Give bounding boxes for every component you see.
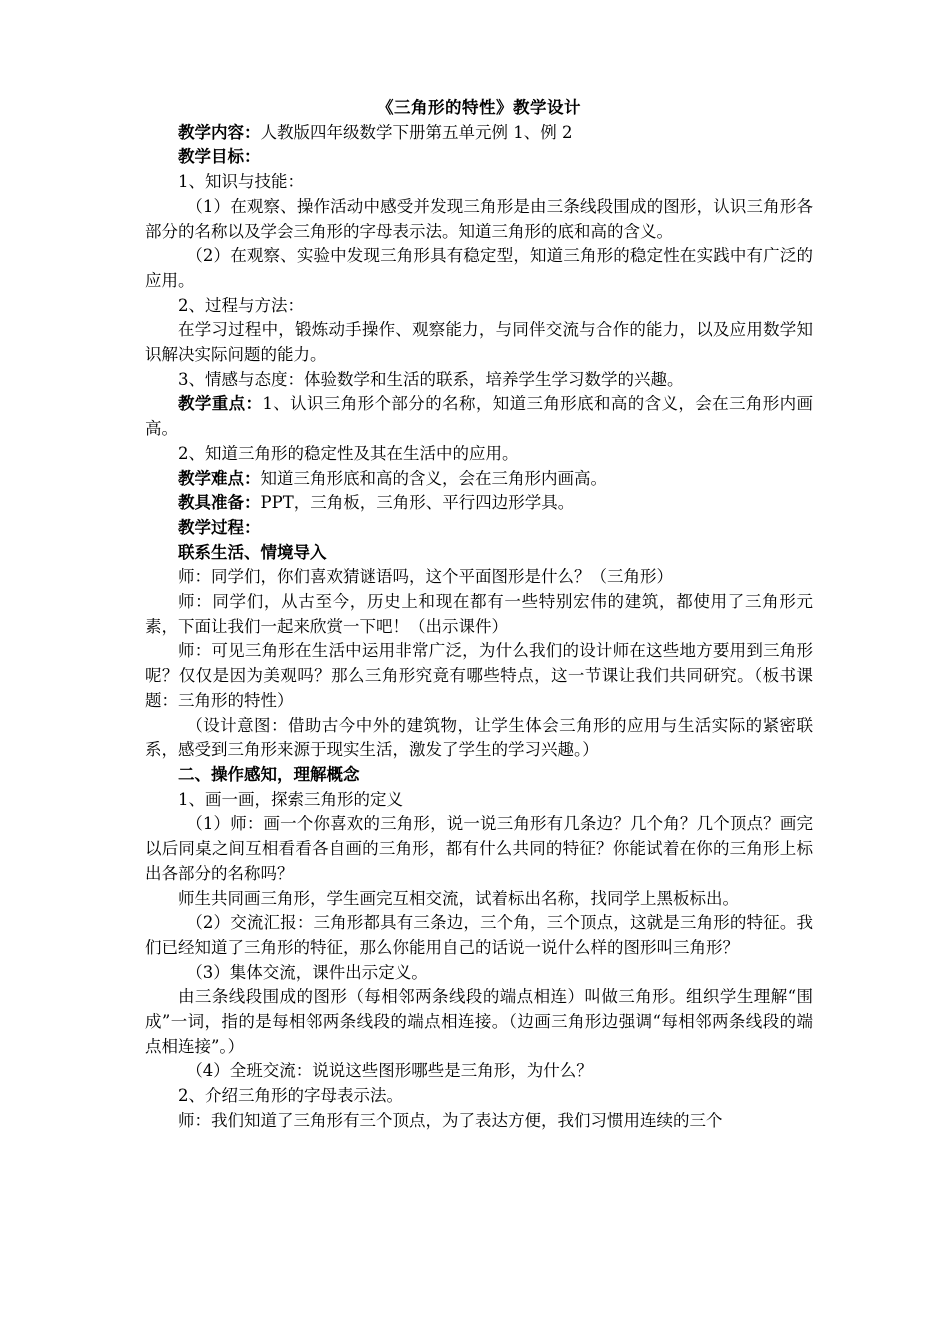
difficulties bbox=[145, 467, 813, 492]
teaching-goals-label: 教学目标： bbox=[178, 147, 261, 167]
section2-subheading-2: 2、介绍三角形的字母表示法。 bbox=[178, 1086, 403, 1106]
teaching-tools bbox=[145, 491, 813, 516]
section2-paragraph-1: （1）师：画一个你喜欢的三角形，说一说三角形有几条边？几个角？几个顶点？画完以后同桌之间互相看看各自画的三角形，都有什么共同的特征？你能试着在你的三角形上标出各部分的名称吗？ bbox=[145, 814, 813, 883]
goal3-paragraph: 3、情感与态度：体验数学和生活的联系，培养学生学习数学的兴趣。 bbox=[178, 369, 684, 389]
goal1-title: 1、知识与技能： bbox=[178, 172, 304, 192]
key-points-value: 1、认识三角形个部分的名称，知道三角形底和高的含义，会在三角形内画高。 bbox=[145, 394, 814, 439]
goal1-paragraph-1: （1）在观察、操作活动中感受并发现三角形是由三条线段围成的图形，认识三角形各部分的名称以及学会三角形的字母表示法。知道三角形的底和高的含义。 bbox=[145, 196, 813, 241]
difficulties-label: 教学难点： bbox=[178, 468, 261, 488]
section1-paragraph-1: 师：同学们，你们喜欢猜谜语吗，这个平面图形是什么？（三角形） bbox=[178, 567, 673, 587]
section2-paragraph-5: 由三条线段围成的图形（每相邻两条线段的端点相连）叫做三角形。组织学生理解“围成”一词，指的是每相邻两条线段的端点相连接。（边画三角形边强调“每相邻两条线段的端点相连接”。） bbox=[145, 987, 813, 1056]
section2-subheading-1: 1、画一画，探索三角形的定义 bbox=[178, 789, 403, 809]
goal2-paragraph: 在学习过程中，锻炼动手操作、观察能力，与同伴交流与合作的能力，以及应用数学知识解决实际问题的能力。 bbox=[145, 320, 813, 365]
section1-paragraph-3: 师：可见三角形在生活中运用非常广泛，为什么我们的设计师在这些地方要用到三角形呢？仅仅是因为美观吗？那么三角形究竟有哪些特点，这一节课让我们共同研究。（板书课题：三角形的特性） bbox=[145, 641, 813, 710]
section2-heading: 二、操作感知，理解概念 bbox=[178, 764, 360, 784]
section2-paragraph-3: （2）交流汇报：三角形都具有三条边，三个角，三个顶点，这就是三角形的特征。我们已经知道了三角形的特征，那么你能用自己的话说一说什么样的图形叫三角形？ bbox=[145, 913, 813, 957]
document-page bbox=[145, 96, 813, 1134]
key-points-label: 教学重点： bbox=[178, 394, 263, 414]
section1-heading: 联系生活、情境导入 bbox=[178, 542, 327, 562]
key-points bbox=[145, 392, 813, 441]
section1-design-intent: （设计意图：借助古今中外的建筑物，让学生体会三角形的应用与生活实际的紧密联系，感受到三角形来源于现实生活，激发了学生的学习兴趣。） bbox=[145, 715, 813, 760]
teaching-content-value: 人教版四年级数学下册第五单元例 1、例 2 bbox=[260, 122, 573, 142]
teaching-content-label: 教学内容： bbox=[178, 122, 261, 142]
document-title: 《三角形的特性》教学设计 bbox=[377, 98, 581, 117]
teaching-content bbox=[145, 121, 813, 146]
difficulties-value: 知道三角形底和高的含义，会在三角形内画高。 bbox=[260, 468, 607, 488]
key-points-2: 2、知道三角形的稳定性及其在生活中的应用。 bbox=[178, 443, 519, 463]
section1-paragraph-2: 师：同学们，从古至今，历史上和现在都有一些特别宏伟的建筑，都使用了三角形元素，下面让我们一起来欣赏一下吧！（出示课件） bbox=[145, 592, 813, 636]
goal1-paragraph-2: （2）在观察、实验中发现三角形具有稳定型，知道三角形的稳定性在实践中有广泛的应用。 bbox=[145, 246, 813, 290]
teaching-process-label: 教学过程： bbox=[178, 517, 261, 537]
goal2-title: 2、过程与方法： bbox=[178, 295, 304, 315]
teaching-tools-value: PPT，三角板，三角形、平行四边形学具。 bbox=[260, 493, 575, 513]
section2-paragraph-2: 师生共同画三角形，学生画完互相交流，试着标出名称，找同学上黑板标出。 bbox=[178, 888, 739, 908]
section2-paragraph-6: （4）全班交流：说说这些图形哪些是三角形，为什么？ bbox=[186, 1061, 593, 1081]
teaching-tools-label: 教具准备： bbox=[178, 493, 261, 513]
section2-paragraph-4: （3）集体交流，课件出示定义。 bbox=[186, 962, 428, 982]
section2-paragraph-7: 师：我们知道了三角形有三个顶点，为了表达方便，我们习惯用连续的三个 bbox=[178, 1110, 723, 1130]
